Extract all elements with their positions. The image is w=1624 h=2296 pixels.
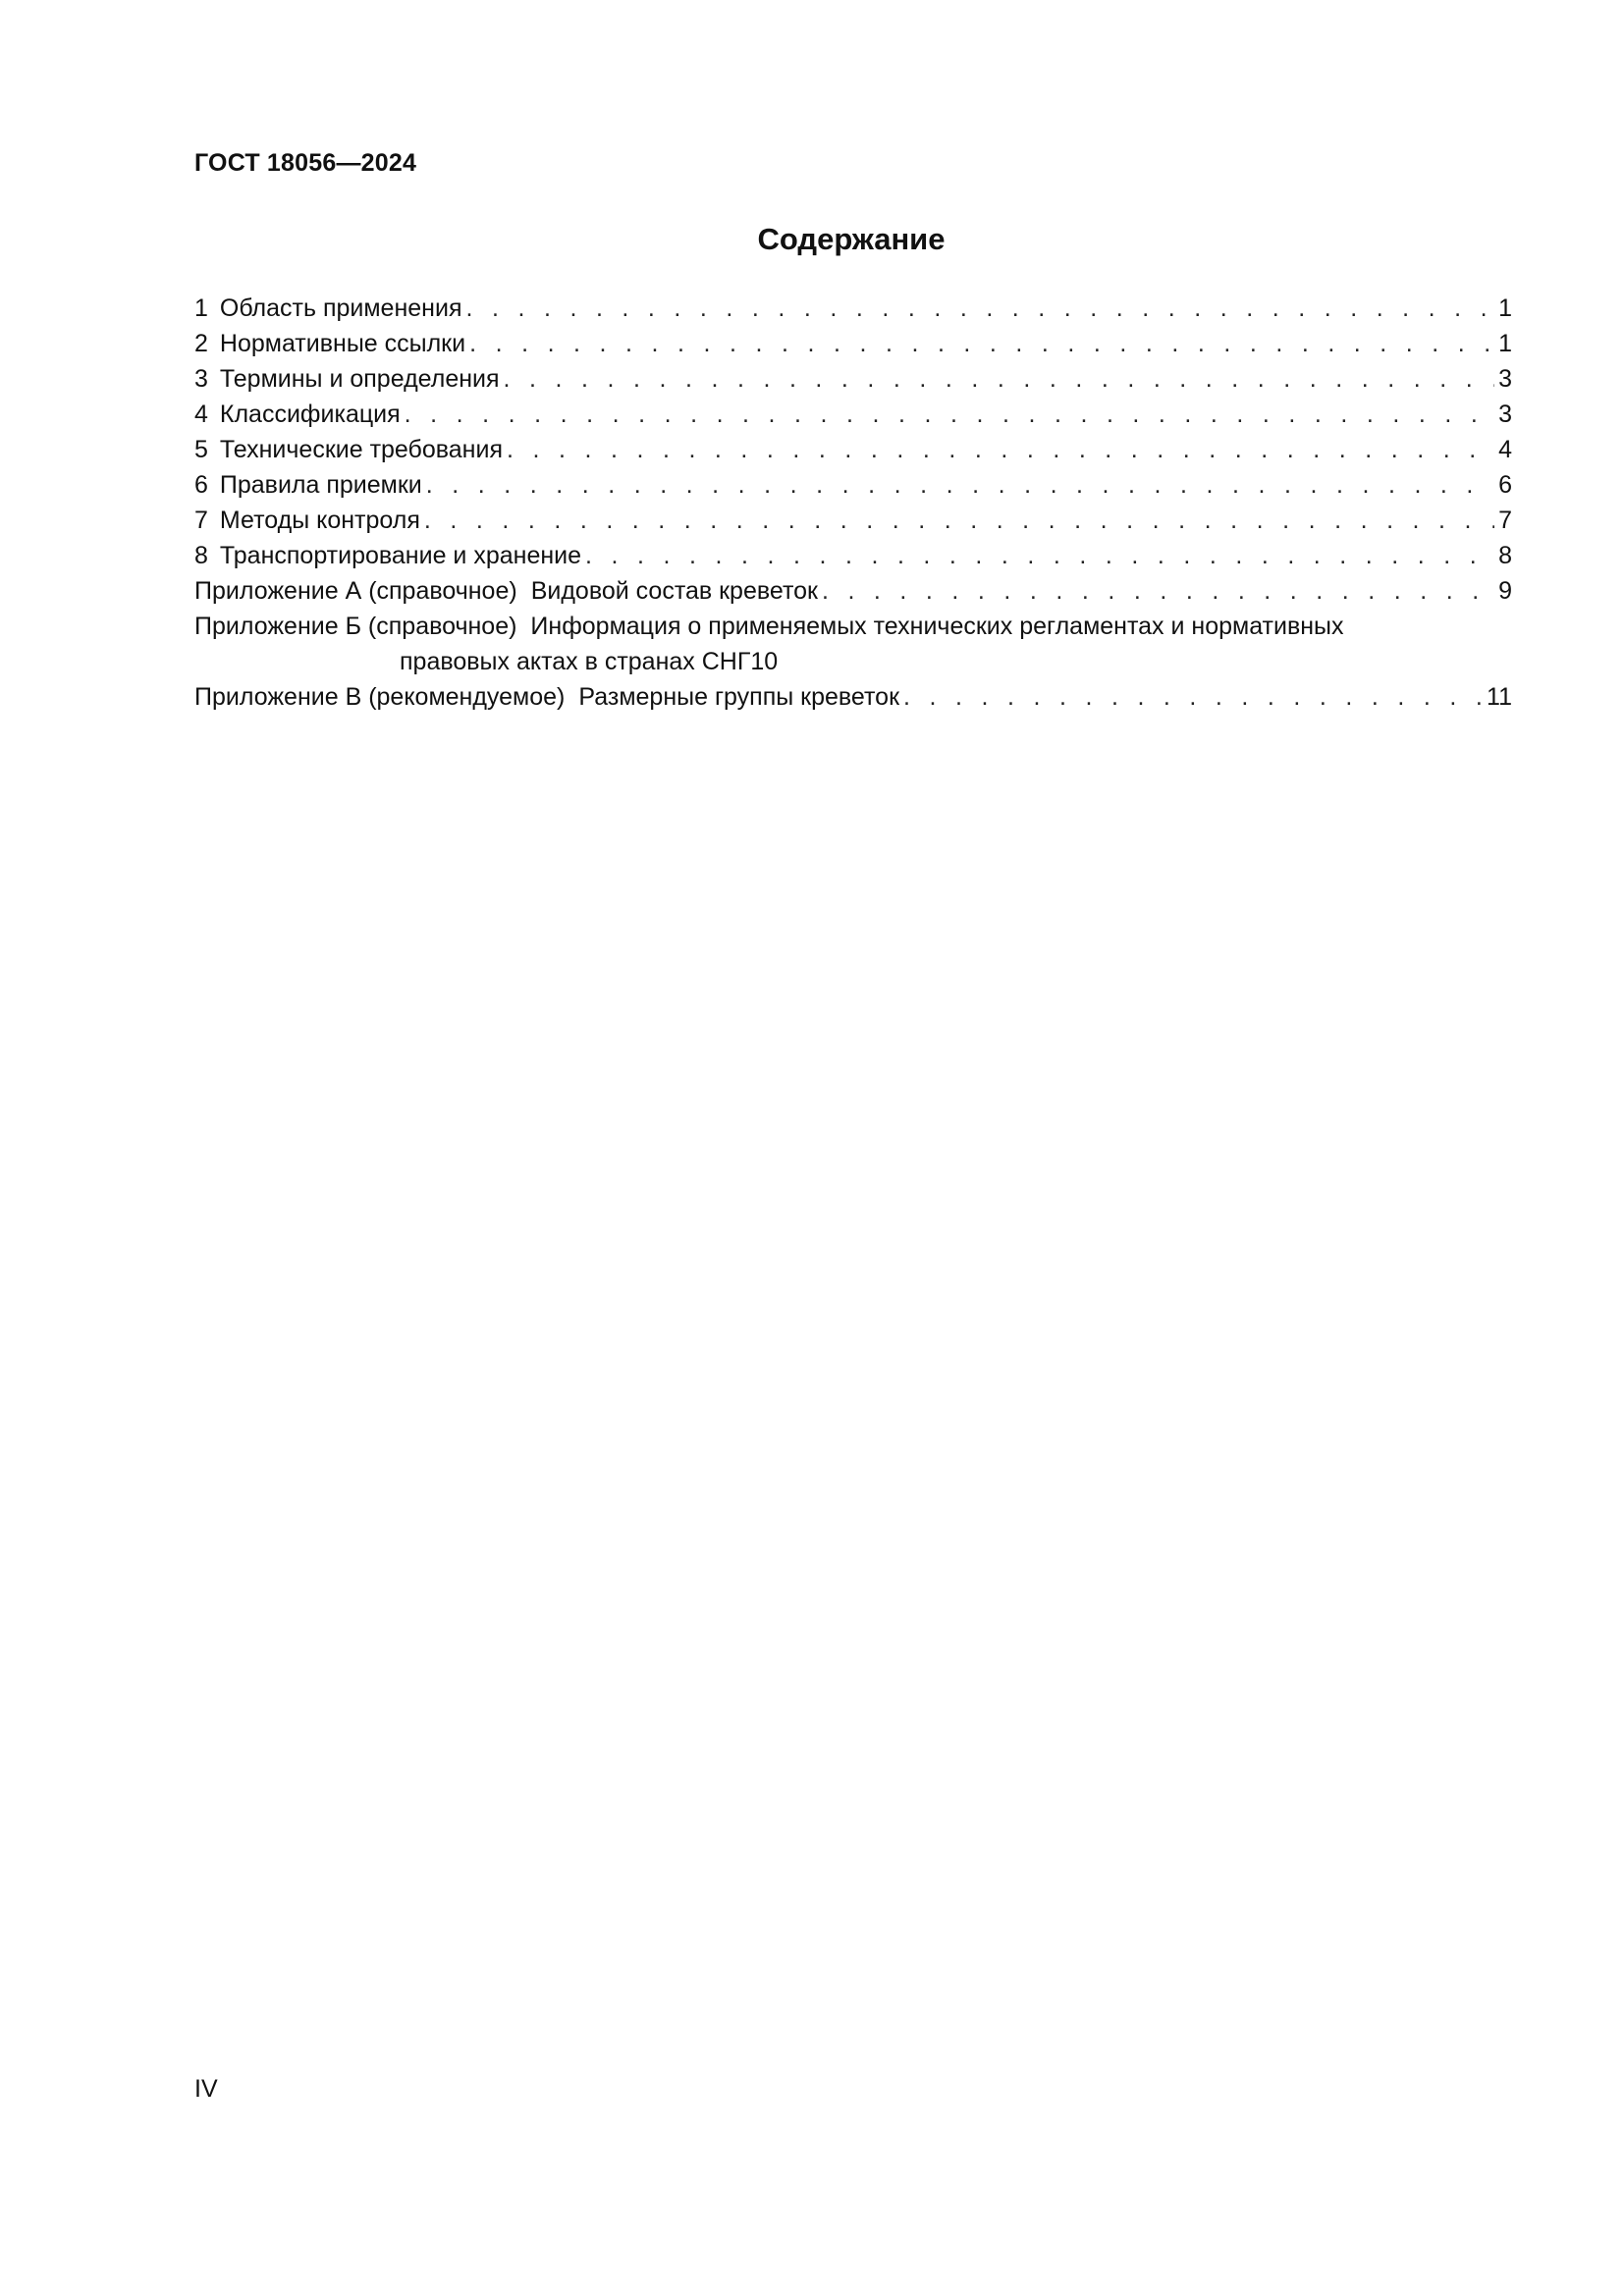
- appendix-continuation-line: [194, 644, 1512, 679]
- toc-entry-appendix-v[interactable]: [194, 679, 1512, 715]
- toc-entry-number: 4: [194, 400, 208, 428]
- dot-leader: [504, 361, 1495, 397]
- appendix-title-line1: Информация о применяемых технических регламентах и нормативных: [530, 613, 1344, 640]
- toc-entry-page: 8: [1498, 542, 1512, 569]
- dot-leader: [426, 467, 1494, 503]
- toc-entry-2[interactable]: [194, 326, 1512, 361]
- dot-leader: [424, 503, 1494, 538]
- document-header: ГОСТ 18056—2024: [194, 149, 417, 177]
- table-of-contents: [194, 291, 1512, 715]
- toc-entry-page: 7: [1498, 507, 1512, 534]
- toc-entry-label: Термины и определения: [219, 365, 500, 393]
- appendix-title: Видовой состав креветок: [530, 577, 818, 605]
- dot-leader: [903, 679, 1483, 715]
- toc-entry-page: 11: [1487, 683, 1512, 711]
- page-number: IV: [194, 2075, 218, 2103]
- toc-entry-number: 1: [194, 294, 208, 322]
- dot-leader: [465, 291, 1494, 326]
- toc-entry-number: 2: [194, 330, 208, 357]
- toc-entry-page: 1: [1498, 294, 1512, 322]
- toc-entry-page: 1: [1498, 330, 1512, 357]
- toc-entry-number: 8: [194, 542, 208, 569]
- appendix-heading: Приложение В (рекомендуемое): [194, 683, 566, 711]
- toc-entry-label: Нормативные ссылки: [219, 330, 466, 357]
- toc-entry-number: 3: [194, 365, 208, 393]
- dot-leader: [585, 538, 1494, 573]
- toc-title: Содержание: [757, 222, 946, 256]
- toc-entry-4[interactable]: [194, 397, 1512, 432]
- appendix-first-line: [194, 609, 1512, 644]
- appendix-title-line2: правовых актах в странах СНГ: [400, 648, 751, 675]
- appendix-heading: Приложение Б (справочное): [194, 613, 517, 640]
- toc-entry-label: Транспортирование и хранение: [219, 542, 582, 569]
- toc-entry-page: 3: [1498, 400, 1512, 428]
- toc-entry-page: 6: [1498, 471, 1512, 499]
- toc-entry-5[interactable]: [194, 432, 1512, 467]
- dot-leader: [469, 326, 1494, 361]
- toc-entry-8[interactable]: [194, 538, 1512, 573]
- toc-entry-label: Технические требования: [219, 436, 503, 463]
- toc-entry-number: 7: [194, 507, 208, 534]
- dot-leader: [405, 397, 1494, 432]
- appendix-title: Размерные группы креветок: [578, 683, 900, 711]
- toc-entry-6[interactable]: [194, 467, 1512, 503]
- toc-entry-label: Область применения: [219, 294, 462, 322]
- toc-entry-appendix-b[interactable]: [194, 609, 1512, 679]
- toc-entry-page: 9: [1498, 577, 1512, 605]
- toc-entry-label: Классификация: [219, 400, 401, 428]
- toc-entry-page: 10: [750, 648, 779, 675]
- toc-entry-appendix-a[interactable]: [194, 573, 1512, 609]
- toc-entry-number: 5: [194, 436, 208, 463]
- toc-entry-label: Правила приемки: [219, 471, 422, 499]
- dot-leader: [822, 573, 1494, 609]
- toc-entry-3[interactable]: [194, 361, 1512, 397]
- toc-entry-label: Методы контроля: [219, 507, 420, 534]
- toc-entry-7[interactable]: [194, 503, 1512, 538]
- appendix-heading: Приложение А (справочное): [194, 577, 517, 605]
- toc-entry-number: 6: [194, 471, 208, 499]
- toc-entry-1[interactable]: [194, 291, 1512, 326]
- toc-entry-page: 4: [1498, 436, 1512, 463]
- dot-leader: [507, 432, 1494, 467]
- toc-entry-page: 3: [1498, 365, 1512, 393]
